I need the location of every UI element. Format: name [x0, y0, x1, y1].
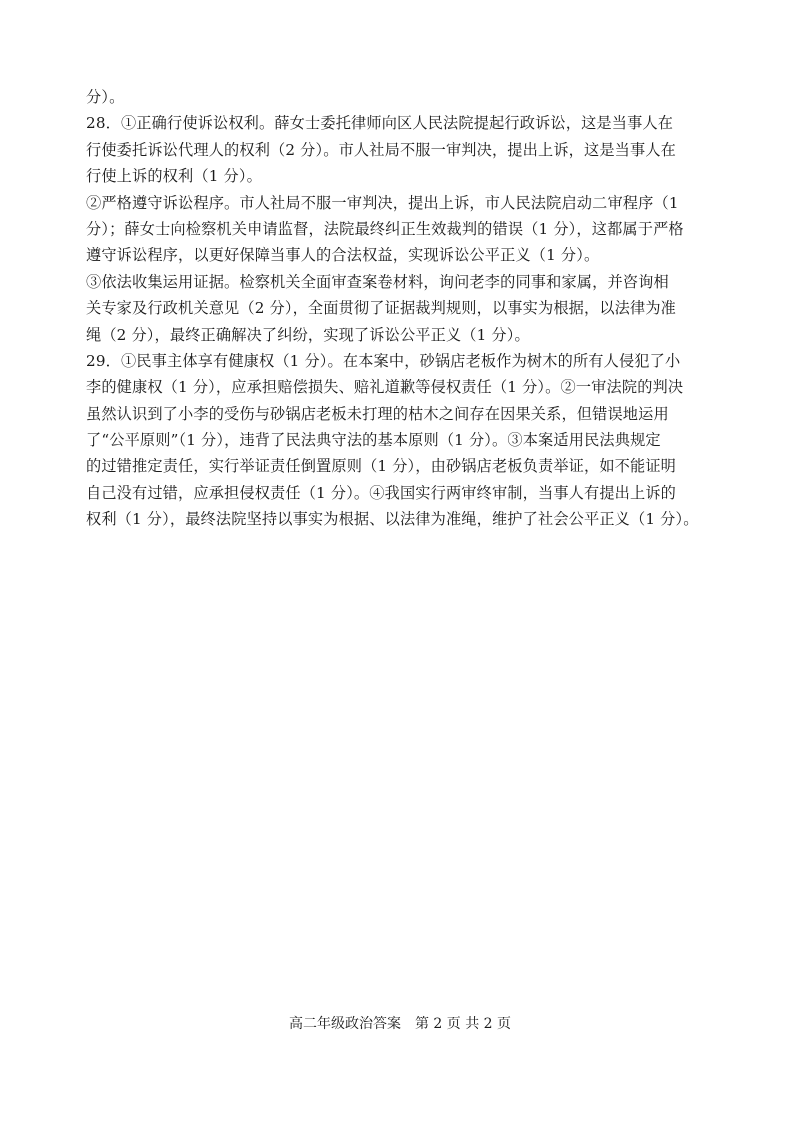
page-footer: 高二年级政治答案 第 2 页 共 2 页: [288, 1016, 512, 1032]
text-line: 分）；薛女士向检察机关申请监督，法院最终纠正生效裁判的错误（1 分），这都属于严格: [86, 219, 684, 238]
answer-text-body: [86, 84, 716, 533]
text-line: ③依法收集运用证据。检察机关全面审查案卷材料，询问老李的同事和家属，并咨询相: [86, 272, 669, 291]
text-line: 的过错推定责任，实行举证责任倒置原则（1 分），由砂锅店老板负责举证，如不能证明: [86, 457, 677, 476]
text-line: 关专家及行政机关意见（2 分），全面贯彻了证据裁判规则，以事实为根据，以法律为准: [86, 299, 677, 318]
text-line: 虽然认识到了小李的受伤与砂锅店老板未打理的枯木之间存在因果关系，但错误地运用: [86, 404, 669, 423]
text-line: ②严格遵守诉讼程序。市人社局不服一审判决，提出上诉，市人民法院启动二审程序（1: [86, 193, 679, 212]
text-line: 遵守诉讼程序，以更好保障当事人的合法权益，实现诉讼公平正义（1 分）。: [86, 246, 600, 265]
text-line: 李的健康权（1 分），应承担赔偿损失、赔礼道歉等侵权责任（1 分）。②一审法院的判决: [86, 378, 684, 397]
text-line: 自己没有过错，应承担侵权责任（1 分）。④我国实行两审终审制，当事人有提出上诉的: [86, 483, 677, 502]
text-line: 了“公平原则”（1 分），违背了民法典守法的基本原则（1 分）。③本案适用民法典规定: [86, 431, 661, 450]
text-line: 29．①民事主体享有健康权（1 分）。在本案中，砂锅店老板作为树木的所有人侵犯了小: [86, 351, 681, 370]
text-line: 绳（2 分），最终正确解决了纠纷，实现了诉讼公平正义（1 分）。: [86, 325, 530, 344]
text-line: 28．①正确行使诉讼权利。薛女士委托律师向区人民法院提起行政诉讼，这是当事人在: [86, 114, 674, 133]
text-line: 权利（1 分），最终法院坚持以事实为根据、以法律为准绳，维护了社会公平正义（1 分）。: [86, 510, 699, 529]
text-line: 分）。: [86, 88, 125, 106]
text-line: 行使上诉的权利（1 分）。: [86, 167, 262, 186]
text-line: 行使委托诉讼代理人的权利（2 分）。市人社局不服一审判决，提出上诉，这是当事人在: [86, 140, 677, 159]
